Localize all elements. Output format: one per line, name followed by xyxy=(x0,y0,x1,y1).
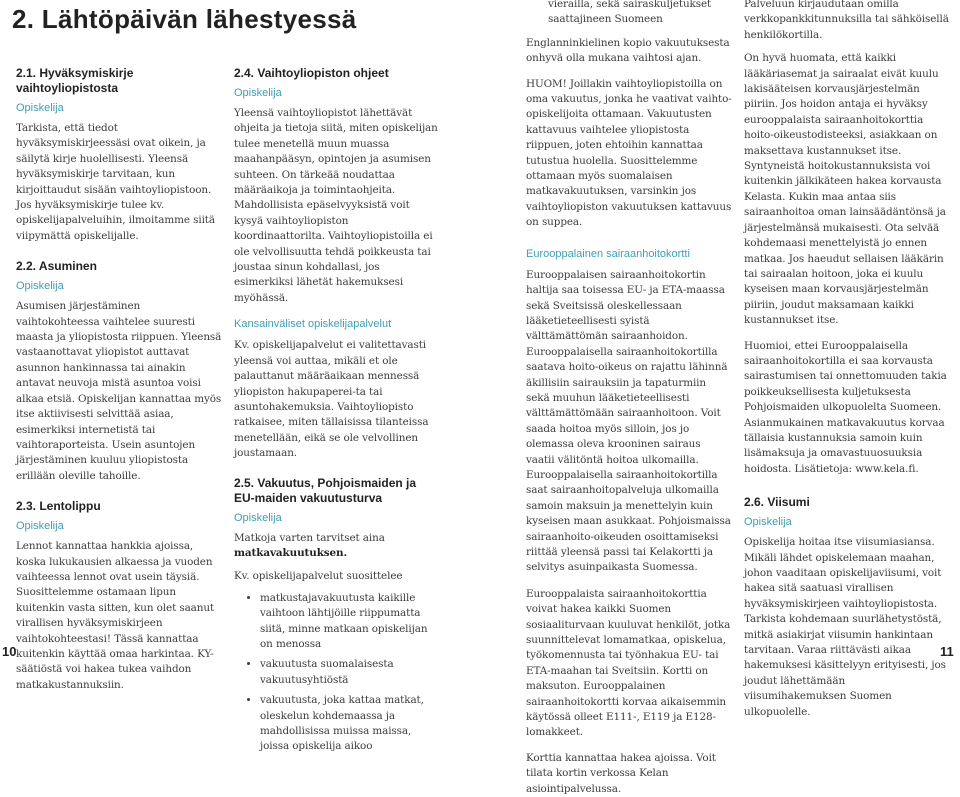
section-heading-asuminen: 2.2. Asuminen xyxy=(16,259,97,274)
paragraph: Kv. opiskelijapalvelut ei valitettavasti yleensä voi auttaa, mikäli et ole palauttanut määräaikaan mennessä yliopiston hakupaperei-ta tai asuntohakemuksia. Vaihtoyliopisto ratkaisee, miten tällaisissa tilanteissa menetellään, eikä se ole velvollinen joustamaan. xyxy=(234,339,429,460)
column-2 xyxy=(234,66,440,760)
paragraph: Korttia kannattaa hakea ajoissa. Voit tilata kortin verkossa Kelan asiointipalvelussa. xyxy=(526,751,716,795)
section-heading-vakuutus: 2.5. Vakuutus, Pohjoismaiden ja EU-maiden vakuutusturva xyxy=(234,475,417,505)
role-label: Opiskelija xyxy=(744,516,792,529)
column-3 xyxy=(526,0,732,797)
section-heading-vaihtoyliopiston-ohjeet: 2.4. Vaihtoyliopiston ohjeet xyxy=(234,66,389,80)
paragraph: Eurooppalaista sairaanhoitokorttia voivat hakea kaikki Suomen sosiaaliturvaan kuuluvat henkilöt, jotka suunnittelevat lomamatkaa, opiskelua, työkomennusta tai työnhakua EU- tai ETA-maahan tai Sveitsiin. Kortti on maksuton. Eurooppalainen sairaanhoitokortti korvaa aikaisemmin käytössä olleet E111-, E119 ja E128-lomakkeet. xyxy=(526,587,731,739)
role-label: Opiskelija xyxy=(16,520,64,533)
role-label: Opiskelija xyxy=(234,87,282,99)
paragraph: HUOM! Joillakin vaihtoyliopistoilla on oma vakuutus, jonka he vaativat vaihto-opiskelijoita ottamaan. Vakuutusten kattavuus vaihtelee yliopistosta riippuen, joten ehtoihin kannattaa tutustua huolella. Suosittelemme ottamaan myös suomalaisen matkavakuutuksen, varsinkin jos vaihtoyliopiston vakuutuksen kattavuus on suppea. xyxy=(526,77,732,229)
section-heading-hyvaksymiskirje: 2.1. Hyväksymiskirje vaihtoyliopistosta xyxy=(16,66,134,95)
role-label: Opiskelija xyxy=(16,102,64,114)
subheading-kansainvaliset: Kansainväliset opiskelijapalvelut xyxy=(234,318,392,331)
page-number-left: 10 xyxy=(2,644,17,659)
paragraph: Asumisen järjestäminen vaihtokohteessa vaihtelee suuresti maasta ja yliopistosta riippuen. Yleensä vastaanottavat yliopistot auttavat asunnon hankinnassa tai ainakin antavat neuvoja mistä asuntoa voisi alkaa etsiä. Opiskelijan kannattaa myös itse aktiivisesti selvittää asiaa, esimerkiksi internetistä tai vaihtoraporteista. Usein asuntojen järjestäminen kuuluu yliopistosta erillään oleville tahoille. xyxy=(16,300,222,482)
paragraph-text: Matkoja varten tarvitset aina xyxy=(234,531,385,544)
emphasis-text: matkavakuutuksen. xyxy=(234,546,348,559)
paragraph: Yleensä vaihtoyliopistot lähettävät ohjeita ja tietoja siitä, miten opiskelijan tulee menetellä muun muassa maahanpääsyn, opintojen ja asumisen suhteen. On tärkeää noudattaa määräaikoja ja toimintaohjeita. Mahdollisista epäselvyyksistä voit kysyä vaihtoyliopiston koordinaattorilta. Vaihtoyliopistoilla ei ole velvollisuutta tehdä poikkeusta tai joustaa sinun kohdallasi, jos esimerkiksi lähetät hakemuksesi myöhässä. xyxy=(234,107,438,304)
paragraph: Tarkista, että tiedot hyväksymiskirjeessäsi ovat oikein, ja säilytä kirje huolellisesti. Yleensä hyväksymiskirje tarvitaan, kun kirjoittaudut sisään vaihtoyliopistoon. Jos hyväksymiskirje tulee kv. opiskelijapalveluihin, ilmoitamme siitä viipymättä opiskelijalle. xyxy=(16,122,215,242)
role-label: Opiskelija xyxy=(16,280,64,293)
paragraph: Huomioi, ettei Eurooppalaisella sairaanhoitokortilla ei saa korvausta sairastumisen tai onnettomuuden takia poikkeuksellisesta kuljetuksesta Pohjoismaiden ulkopuolelta Suomeen. Asianmukainen matkavakuutus korvaa tällaisia kustannuksia samoin kuin lisämaksuja ja omavastuuosuuksia hoidosta. Lisätietoja: www.kela.fi. xyxy=(744,339,947,475)
paragraph: Englanninkielinen kopio vakuutuksesta onhyvä olla mukana vaihtosi ajan. xyxy=(526,36,730,65)
subheading-eurooppalainen: Eurooppalainen sairaanhoitokortti xyxy=(526,247,690,260)
bullet-list xyxy=(234,591,440,755)
paragraph: Lennot kannattaa hankkia ajoissa, koska lukukausien alkaessa ja vuoden vaihteessa lennot ovat usein täysiä. Suosittelemme ostamaan lipun kuitenkin vasta sitten, kun olet saanut virallisen hyväksymiskirjeen vaihtokohteestasi! Tässä kannattaa kuitenkin käyttää omaa harkintaa. KY- säätiöstä voi hakea tukea vaihdon matkakustannuksiin. xyxy=(16,540,215,691)
section-heading-lentolippu: 2.3. Lentolippu xyxy=(16,499,101,514)
list-item: • vakuutusta suomalaisesta vakuutusyhtiöstä xyxy=(260,657,440,688)
column-4 xyxy=(744,0,950,720)
list-item: • matkustajavakuutusta kaikille vaihtoon lähtijöille riippumatta siitä, minne matkaan opiskelijan on menossa xyxy=(260,591,440,653)
paragraph: Opiskelija hoitaa itse viisumiasiansa. Mikäli lähdet opiskelemaan maahan, johon vaaditaan opiskelijaviisumi, voit hakea sitä saatuasi virallisen hyväksymiskirjeen vaihtoyliopistosta. Tarkista kohdemaan suurlähetystöstä, mitkä asiakirjat viisumin hankintaan tarvitaan. Varaa riittävästi aikaa hakemuksesi käsittelyyn erityisesti, jos joudut lähettämään viisumihakemuksen Suomen ulkopuolelle. xyxy=(744,536,946,718)
page-title: 2. Lähtöpäivän lähestyessä xyxy=(12,4,357,34)
paragraph: vierailla, sekä sairaskuljetukset saattajineen Suomeen xyxy=(548,0,712,26)
paragraph: Eurooppalaisen sairaanhoitokortin haltija saa toisessa EU- ja ETA-maassa sekä Sveitsissä oleskellessaan lääketieteellisesti syistä välttämättömän sairaanhoidon. Eurooppalaisella sairaanhoitokortilla saatava hoito-oikeus on rajattu lähinnä äkillisiin sairauksiin ja tapaturmiin sekä muuhun lääketieteellisesti välttämättömään sairaanhoitoon. Voit saada hoitoa myös silloin, jos jo olemassa oleva krooninen sairaus vaatii välitöntä hoitoa ulkomailla. Eurooppalaisella sairaanhoitokortilla saat sairaanhoitopalveluja ulkomailla samoin maksuin ja menettelyin kuin kyseisen maan asukkaat. Pohjoismaissa sairaanhoito-oikeuden osoittamiseksi riittää yleensä passi tai Kelakortti ja selvitys asuinpaikasta Suomessa. xyxy=(526,268,731,574)
list-item: • vakuutusta, joka kattaa matkat, oleskelun kohdemaassa ja mahdollisissa muissa maissa, joissa opiskelija aikoo xyxy=(260,693,440,755)
section-heading-viisumi: 2.6. Viisumi xyxy=(744,495,810,510)
paragraph: Kv. opiskelijapalvelut suosittelee xyxy=(234,570,403,583)
paragraph xyxy=(234,531,440,562)
column-1 xyxy=(16,66,222,693)
page-number-right: 11 xyxy=(940,644,954,659)
role-label: Opiskelija xyxy=(234,511,282,524)
paragraph: On hyvä huomata, että kaikki lääkäriasemat ja sairaalat eivät kuulu lakisääteisen korvausjärjestelmän piiriin. Jos hoidon antaja ei hyväksy eurooppalaista sairaanhoitokorttia hoito-oikeustodisteeksi, asiakkaan on maksettava kustannukset itse. Syntyneistä hoitokustannuksista voi kuitenkin jälkikäteen hakea korvausta Kelasta. Kukin maa antaa siis sairaanhoitoa oman lainsäädäntönsä ja järjestelmänsä mukaisesti. Ota selvää kohdemaasi menettelyistä jo ennen matkaa. Jos haeudut sellaisen lääkärin tai sairaalan hoitoon, joka ei kuulu kyseisen maan korvausjärjestelmän piiriin, joudut maksamaan kaikki kustannukset itse. xyxy=(744,52,946,327)
paragraph: Palveluun kirjaudutaan omilla verkkopankkitunnuksilla tai sähköisellä henkilökortilla. xyxy=(744,0,949,41)
